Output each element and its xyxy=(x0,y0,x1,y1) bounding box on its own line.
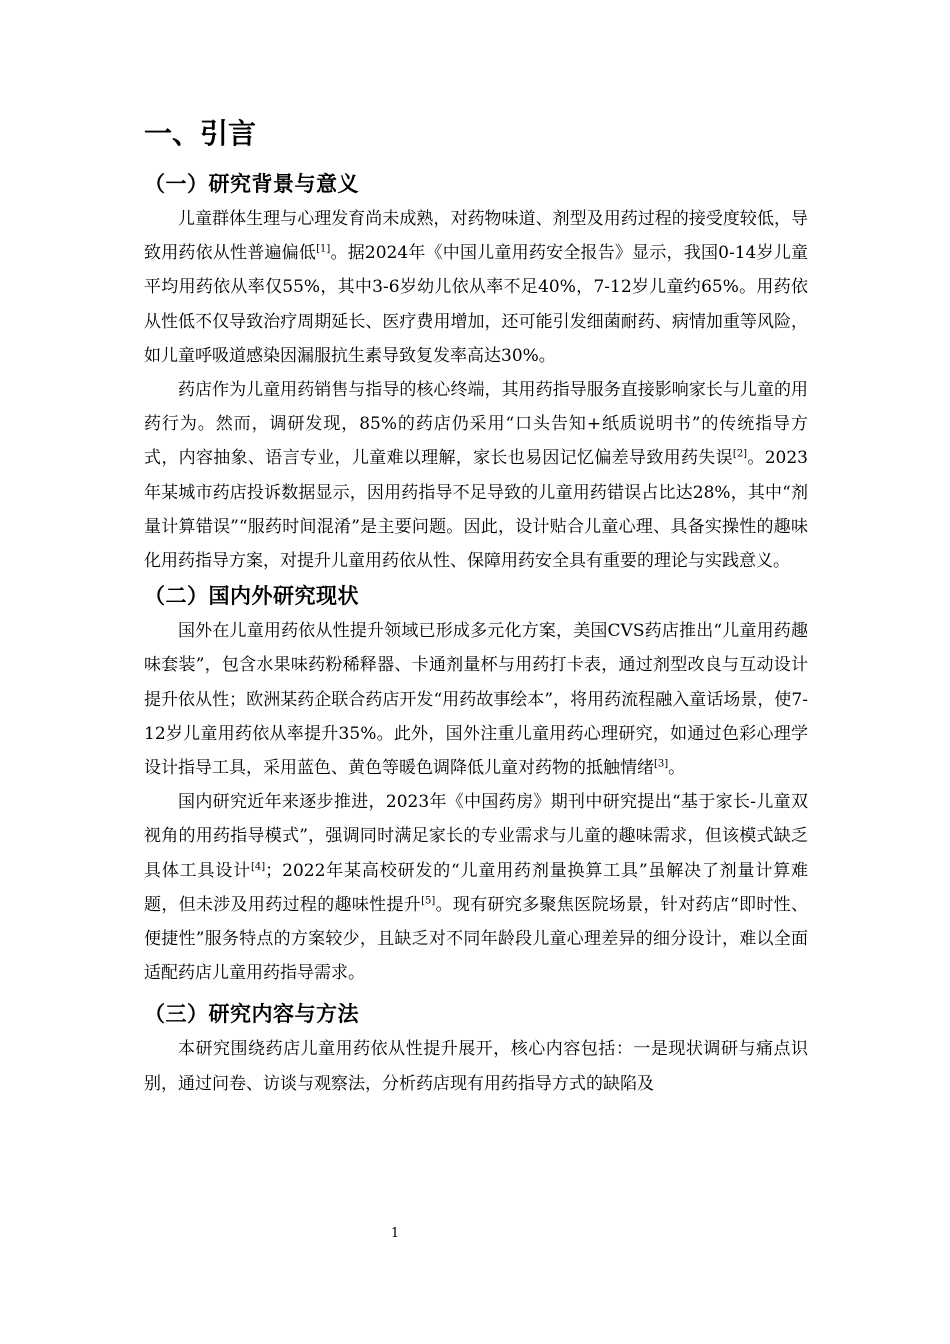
citation: [3] xyxy=(654,758,669,770)
page-content xyxy=(144,112,808,1101)
page-number: 1 xyxy=(390,1226,400,1241)
paragraph: 药店作为儿童用药销售与指导的核心终端，其用药指导服务直接影响家长与儿童的用药行为。然而，调研发现，85%的药店仍采用“口头告知+纸质说明书”的传统指导方式，内容抽象、语言专业，儿童难以理解，家长也易因记忆偏差导致用药失误[2]。2023年某城市药店投诉数据显示，因用药指导不足导致的儿童用药错误占比达28%，其中“剂量计算错误”“服药时间混淆”是主要问题。因此，设计贴合儿童心理、具备实操性的趣味化用药指导方案，对提升儿童用药依从性、保障用药安全具有重要的理论与实践意义。 xyxy=(144,380,809,572)
paragraph: 本研究围绕药店儿童用药依从性提升展开，核心内容包括：一是现状调研与痛点识别，通过问卷、访谈与观察法，分析药店现有用药指导方式的缺陷及 xyxy=(144,1039,808,1094)
citation: [2] xyxy=(732,448,748,460)
paragraph: 国内研究近年来逐步推进，2023年《中国药房》期刊中研究提出“基于家长-儿童双视角的用药指导模式”，强调同时满足家长的专业需求与儿童的趣味需求，但该模式缺乏具体工具设计[4]；2022年某高校研发的“儿童用药剂量换算工具”虽解决了剂量计算难题，但未涉及用药过程的趣味性提升[5]。现有研究多聚焦医院场景，针对药店“即时性、便捷性”服务特点的方案较少，且缺乏对不同年龄段儿童心理差异的细分设计，难以全面适配药店儿童用药指导需求。 xyxy=(144,792,809,984)
citation: [5] xyxy=(421,895,436,907)
section-title-methods: （三）研究内容与方法 xyxy=(144,1002,359,1027)
citation: [1] xyxy=(316,243,331,255)
section-title-background: （一）研究背景与意义 xyxy=(144,172,359,196)
section-title-status: （二）国内外研究现状 xyxy=(144,584,359,609)
paragraph: 儿童群体生理与心理发育尚未成熟，对药物味道、剂型及用药过程的接受度较低，导致用药依从性普遍偏低[1]。据2024年《中国儿童用药安全报告》显示，我国0-14岁儿童平均用药依从率仅55%，其中3-6岁幼儿依从率不足40%，7-12岁儿童约65%。用药依从性低不仅导致治疗周期延长、医疗费用增加，还可能引发细菌耐药、病情加重等风险，如儿童呼吸道感染因漏服抗生素导致复发率高达30%。 xyxy=(144,209,808,366)
paragraph: 国外在儿童用药依从性提升领域已形成多元化方案，美国CVS药店推出“儿童用药趣味套装”，包含水果味药粉稀释器、卡通剂量杯与用药打卡表，通过剂型改良与互动设计提升依从性；欧洲某药企联合药店开发“用药故事绘本”，将用药流程融入童话场景，使7-12岁儿童用药依从率提升35%。此外，国外注重儿童用药心理研究，如通过色彩心理学设计指导工具，采用蓝色、黄色等暖色调降低儿童对药物的抵触情绪[3]。 xyxy=(144,621,808,779)
citation: [4] xyxy=(250,861,266,872)
chapter-heading: 一、引言 xyxy=(144,117,257,150)
